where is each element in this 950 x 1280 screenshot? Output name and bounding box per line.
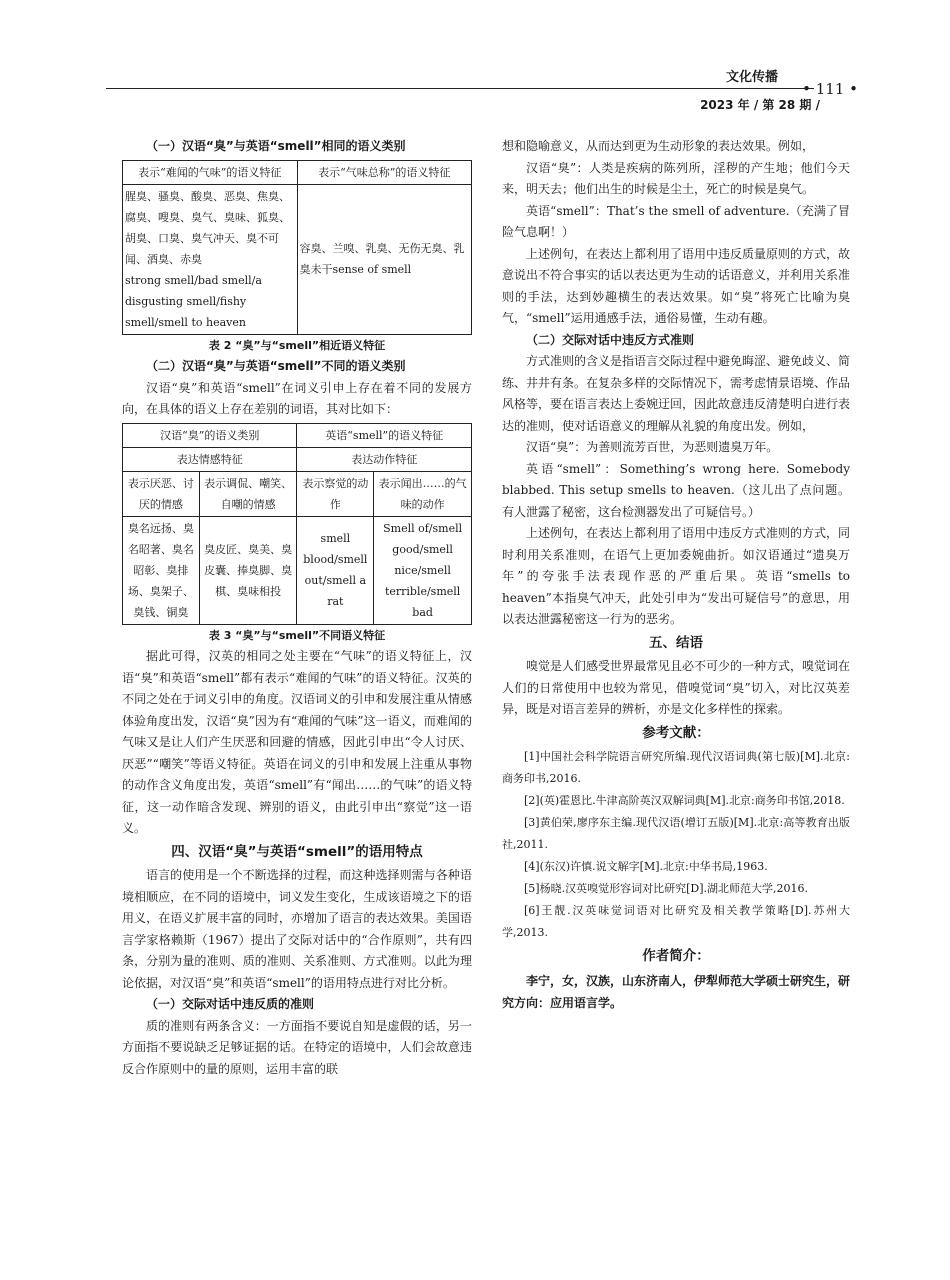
table3-header-en: 英语“smell”的语义特征 xyxy=(297,423,472,447)
table2-cell-1-en: strong smell/bad smell/a disgusting smell/fishy smell/smell to heaven xyxy=(125,273,262,329)
paragraph: 据此可得，汉英的相同之处主要在“气味”的语义特征上，汉语“臭”和英语“smell”都有表示“难闻的气味”的语义特征。汉英的不同之处在于词义引申的角度。汉语词义的引申和发展注重从情感体验角度出发，汉语“臭”因为有“难闻的气味”这一语义，而难闻的气味又是让人们产生厌恶和回避的情感，因此引申出“令人讨厌、厌恶”“嘲笑”等语义特征。英语在词义的引申和发展上注重从事物的动作含义角度出发，英语“smell”有“闻出……的气味”的语义特征，这一动作暗含发现、辨别的语义，由此引申出“察觉”这一语义。 xyxy=(122,649,472,835)
subheading-manner-maxim: （二）交际对话中违反方式准则 xyxy=(526,332,695,347)
subheading-different-semantics: （二）汉语“臭”与英语“smell”不同的语义类别 xyxy=(146,359,406,373)
paragraph: 方式准则的含义是指语言交际过程中避免晦涩、避免歧义、简练、井井有条。在复杂多样的交际情况下，需考虑情景语境、作品风格等，要在语言表达上委婉迂回，因此故意违反清楚明白进行表达的准则，使对话语意义的理解从礼貌的角度出发。例如， xyxy=(502,354,851,433)
author-heading: 作者简介： xyxy=(642,948,710,964)
table-2 xyxy=(122,160,472,335)
table2-header-1: 表示“难闻的气味”的语义特征 xyxy=(123,160,298,184)
reference-item: [3]黄伯荣,廖序东主编.现代汉语(增订五版)[M].北京:高等教育出版社,2011. xyxy=(502,816,850,851)
table3-caption: 表 3 “臭”与“smell”不同语义特征 xyxy=(208,628,386,642)
paragraph: 质的准则有两条含义：一方面指不要说自知是虚假的话，另一方面指不要说缺乏足够证据的话。在特定的语境中，人们会故意违反合作原则中的量的原则，运用丰富的联 xyxy=(122,1018,472,1076)
example-zh: 汉语“臭”：为善则流芳百世，为恶则遗臭万年。 xyxy=(526,440,779,454)
table3-data-3: smell blood/smell out/smell a rat xyxy=(297,516,374,624)
example-zh: 汉语“臭”：人类是疾病的陈列所，淫秽的产生地；他们今天来，明天去；他们出生的时候是尘土，死亡的时候是臭气。 xyxy=(502,160,850,196)
author-bio: 李宁，女，汉族，山东济南人，伊犁师范大学硕士研究生，研究方向：应用语言学。 xyxy=(502,973,851,1010)
table3-data-1: 臭名远扬、臭名昭著、臭名昭彰、臭排场、臭架子、臭钱、铜臭 xyxy=(123,516,200,624)
paragraph: 上述例句，在表达上都利用了语用中违反方式准则的方式，同时利用关系准则，在语气上更加委婉曲折。如汉语通过“遗臭万年”的夸张手法表现作恶的严重后果。英语“smells to heaven”本指臭气冲天，此处引申为“发出可疑信号”的意思，用以表达泄露秘密这一行为的恶劣。 xyxy=(502,526,851,626)
table2-cell-1 xyxy=(123,184,298,334)
example-en: 英语“smell”：That’s the smell of adventure.（充满了冒险气息啊！） xyxy=(502,203,850,239)
paragraph: 汉语“臭”和英语“smell”在词义引申上存在着不同的发展方向，在具体的语义上存在差别的词语，其对比如下： xyxy=(122,380,472,416)
table3-subheader-1: 表示厌恶、讨厌的情感 xyxy=(123,471,200,516)
references-heading: 参考文献： xyxy=(642,724,710,741)
table-3 xyxy=(122,423,472,625)
table3-subheader-2: 表示调侃、嘲笑、自嘲的情感 xyxy=(199,471,297,516)
table3-header-en-2: 表达动作特征 xyxy=(297,447,472,471)
subheading-same-semantics: （一）汉语“臭”与英语“smell”相同的语义类别 xyxy=(146,139,406,153)
table3-subheader-4: 表示闻出……的气味的动作 xyxy=(374,471,472,516)
table3-header-zh: 汉语“臭”的语义类别 xyxy=(123,423,297,447)
reference-item: [1]中国社会科学院语言研究所编.现代汉语词典(第七版)[M].北京:商务印书,2016. xyxy=(502,750,850,785)
reference-item: [4](东汉)许慎.说文解字[M].北京:中华书局,1963. xyxy=(524,860,768,873)
paragraph: 想和隐喻意义，从而达到更为生动形象的表达效果。例如， xyxy=(502,139,815,153)
left-column xyxy=(122,136,472,1080)
section-heading-5: 五、结语 xyxy=(649,634,703,651)
right-column xyxy=(502,136,850,1014)
issue-label: 2023 年 / 第 28 期 / xyxy=(700,98,820,112)
page-number: • 111 • xyxy=(802,80,858,98)
paragraph: 上述例句，在表达上都利用了语用中违反质量原则的方式，故意说出不符合事实的话以表达更为生动的话语意义，并利用关系准则的手法，达到妙趣横生的表达效果。如“臭”将死亡比喻为臭气，“smell”运用通感手法，通俗易懂，生动有趣。 xyxy=(502,246,851,325)
table2-cell-2: 容臭、兰嗅、乳臭、无伤无臭、乳臭未干sense of smell xyxy=(297,184,472,334)
reference-item: [2](英)霍恩比.牛津高阶英汉双解词典[M].北京:商务印书馆,2018. xyxy=(524,794,845,807)
section-heading-4: 四、汉语“臭”与英语“smell”的语用特点 xyxy=(171,843,423,860)
paragraph: 嗅觉是人们感受世界最常见且必不可少的一种方式，嗅觉词在人们的日常使用中也较为常见，借嗅觉词“臭”切入，对比汉英差异，既是对语言差异的辨析，亦是文化多样性的探索。 xyxy=(502,659,851,716)
header-rule xyxy=(106,88,814,89)
table3-data-4: Smell of/smell good/smell nice/smell terrible/smell bad xyxy=(374,516,472,624)
example-en: 英语“smell”：Something’s wrong here. Somebody blabbed. This setup smells to heaven.（这儿出了点问题。有人泄露了秘密，这台检测器发出了可疑信号。） xyxy=(502,461,850,519)
reference-item: [6]王靓.汉英味觉词语对比研究及相关教学策略[D].苏州大学,2013. xyxy=(502,904,850,939)
table2-cell-1-zh: 腥臭、骚臭、酸臭、恶臭、焦臭、腐臭、嗖臭、臭气、臭味、狐臭、胡臭、口臭、臭气冲天、臭不可闻、酒臭、赤臭 xyxy=(125,189,290,266)
table3-header-zh-2: 表达情感特征 xyxy=(123,447,297,471)
reference-item: [5]杨晓.汉英嗅觉形容词对比研究[D].湖北师范大学,2016. xyxy=(524,882,808,895)
table2-header-2: 表示“气味总称”的语义特征 xyxy=(297,160,472,184)
section-name: 文化传播 xyxy=(725,70,778,85)
table2-caption: 表 2 “臭”与“smell”相近语义特征 xyxy=(208,338,386,352)
subheading-quality-maxim: （一）交际对话中违反质的准则 xyxy=(146,997,315,1011)
table3-subheader-3: 表示察觉的动作 xyxy=(297,471,374,516)
table3-data-2: 臭皮匠、臭美、臭皮囊、捧臭脚、臭棋、臭味相投 xyxy=(199,516,297,624)
paragraph: 语言的使用是一个不断选择的过程，而这种选择则需与各种语境相顺应，在不同的语境中，词义发生变化，生成该语境之下的语用义，在语义扩展丰富的同时，亦增加了语言的表达效果。美国语言学家格赖斯（1967）提出了交际对话中的“合作原则”，共有四条，分别为量的准则、质的准则、关系准则、方式准则。以此为理论依据，对汉语“臭”和英语“smell”的语用特点进行对比分析。 xyxy=(122,868,472,990)
